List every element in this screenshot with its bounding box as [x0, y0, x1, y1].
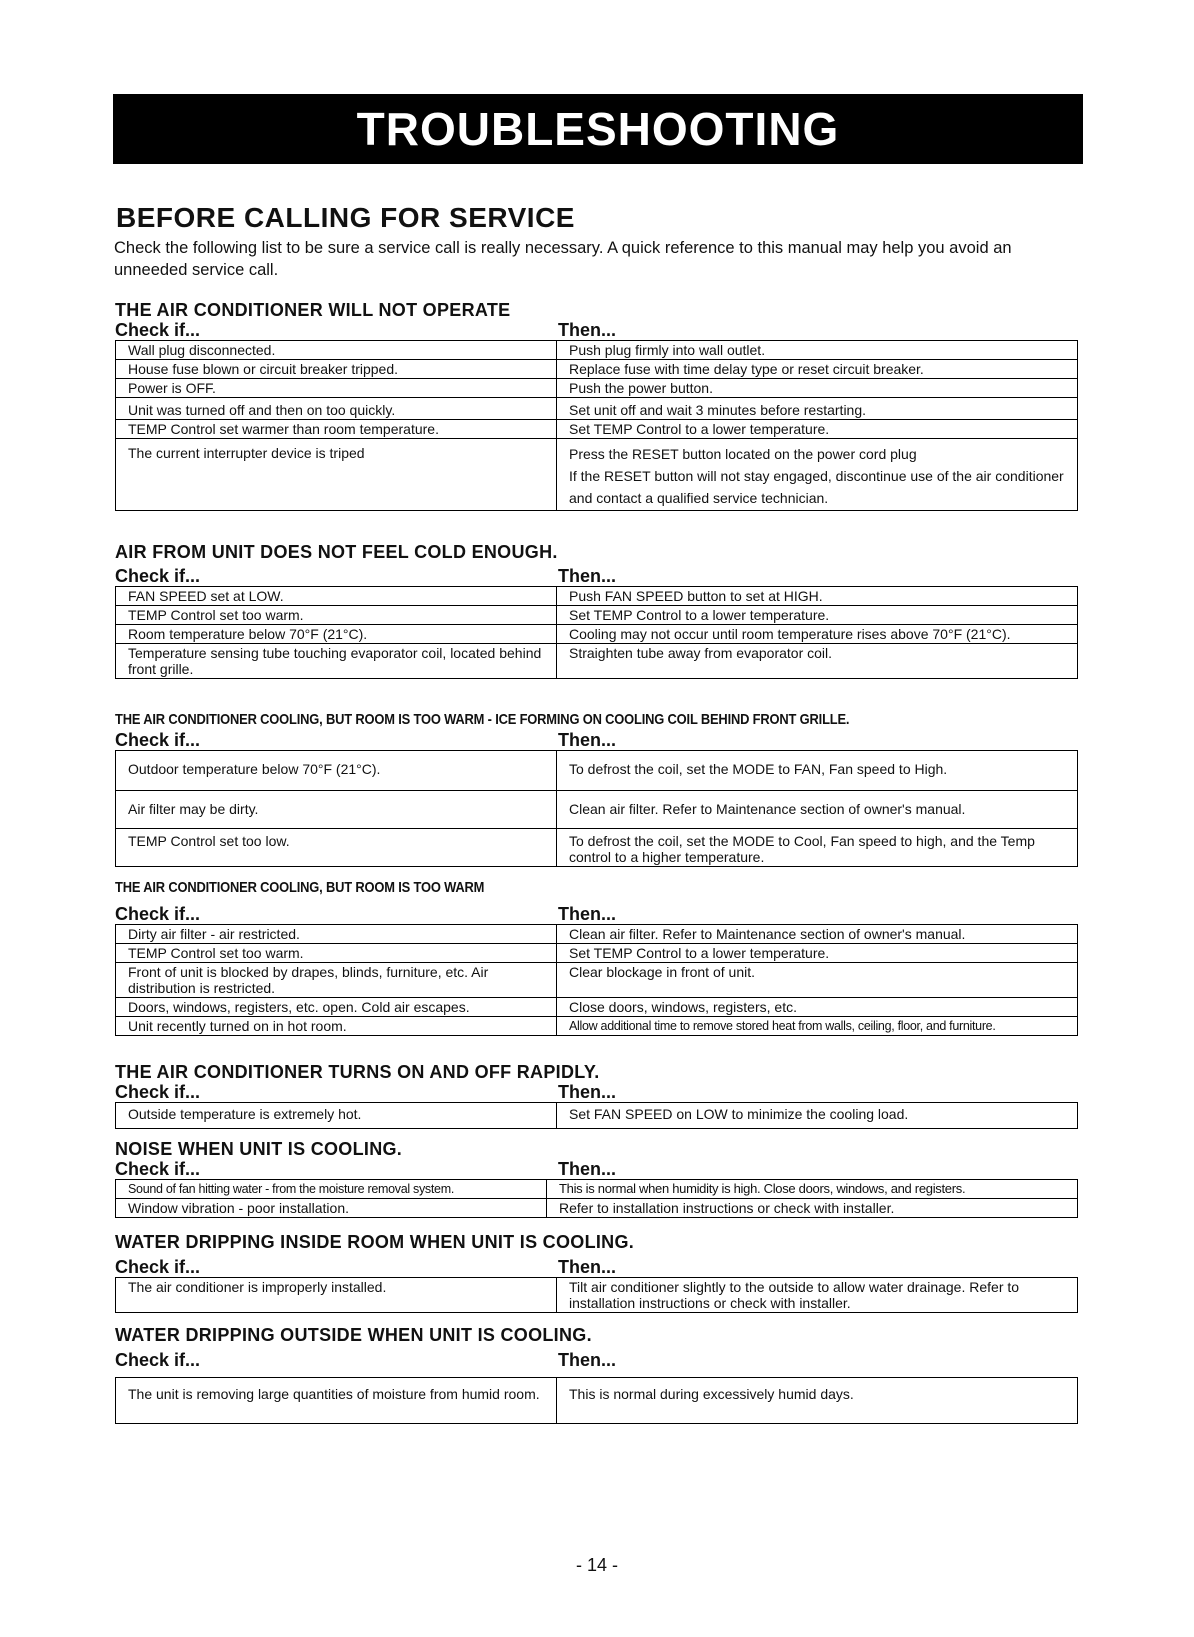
- column-headers: [115, 730, 1095, 750]
- check-cell: TEMP Control set too warm.: [116, 606, 557, 625]
- check-header: Check if...: [115, 1082, 201, 1102]
- then-cell: Clean air filter. Refer to Maintenance section of owner's manual.: [557, 791, 1078, 829]
- check-cell: Doors, windows, registers, etc. open. Cold air escapes.: [116, 998, 557, 1017]
- column-headers: [115, 1350, 1095, 1370]
- then-header: Then...: [558, 566, 616, 586]
- check-cell: Temperature sensing tube touching evaporator coil, located behind front grille.: [116, 644, 557, 679]
- then-cell: Push the power button.: [557, 379, 1078, 398]
- check-header: Check if...: [115, 1257, 201, 1277]
- section-title: NOISE WHEN UNIT IS COOLING.: [115, 1139, 403, 1159]
- section-title: THE AIR CONDITIONER TURNS ON AND OFF RAPIDLY.: [115, 1062, 600, 1082]
- table-row: [116, 1378, 1078, 1424]
- table-row: [116, 751, 1078, 791]
- table-row: [116, 420, 1078, 439]
- then-cell: Cooling may not occur until room temperature rises above 70°F (21°C).: [557, 625, 1078, 644]
- section-title: THE AIR CONDITIONER COOLING, BUT ROOM IS TOO WARM - ICE FORMING ON COOLING COIL BEHIND FRONT GRILLE.: [115, 711, 850, 728]
- page-banner: TROUBLESHOOTING: [113, 94, 1083, 164]
- then-header: Then...: [558, 1257, 616, 1277]
- then-header: Then...: [558, 1350, 616, 1370]
- table-row: [116, 360, 1078, 379]
- section-will-not-operate: [115, 300, 1095, 511]
- check-cell: TEMP Control set warmer than room temperature.: [116, 420, 557, 439]
- table-row: [116, 439, 1078, 511]
- then-cell: Replace fuse with time delay type or reset circuit breaker.: [557, 360, 1078, 379]
- section-title: WATER DRIPPING INSIDE ROOM WHEN UNIT IS COOLING.: [115, 1232, 635, 1252]
- table-row: [116, 1278, 1078, 1313]
- then-cell: To defrost the coil, set the MODE to FAN, Fan speed to High.: [557, 751, 1078, 791]
- section-ice-forming: [115, 710, 1095, 867]
- section-not-cold-enough: [115, 542, 1095, 679]
- intro-paragraph: Check the following list to be sure a service call is really necessary. A quick reference to this manual may help you avoid an unneeded service call.: [114, 239, 1012, 279]
- troubleshooting-table: [115, 1377, 1078, 1424]
- troubleshooting-table: [115, 1277, 1078, 1313]
- check-cell: Unit recently turned on in hot room.: [116, 1017, 557, 1036]
- troubleshooting-table: [115, 340, 1078, 511]
- then-header: Then...: [558, 320, 616, 340]
- column-headers: [115, 320, 1095, 340]
- then-cell: Set FAN SPEED on LOW to minimize the cooling load.: [557, 1103, 1078, 1129]
- table-row: [116, 398, 1078, 420]
- troubleshooting-table: [115, 750, 1078, 867]
- then-cell: Close doors, windows, registers, etc.: [557, 998, 1078, 1017]
- then-header: Then...: [558, 1159, 616, 1179]
- column-headers: [115, 566, 1095, 586]
- then-cell: Set TEMP Control to a lower temperature.: [557, 606, 1078, 625]
- table-row: [116, 963, 1078, 998]
- table-row: [116, 829, 1078, 867]
- then-header: Then...: [558, 904, 616, 924]
- then-cell: To defrost the coil, set the MODE to Cool, Fan speed to high, and the Temp control to a higher temperature.: [557, 829, 1078, 867]
- section-title: THE AIR CONDITIONER COOLING, BUT ROOM IS TOO WARM: [115, 879, 485, 896]
- then-header: Then...: [558, 730, 616, 750]
- check-header: Check if...: [115, 320, 201, 340]
- table-row: [116, 1199, 1078, 1218]
- check-cell: The current interrupter device is triped: [116, 439, 557, 511]
- column-headers: [115, 904, 1095, 924]
- page-title: BEFORE CALLING FOR SERVICE: [116, 202, 575, 233]
- check-cell: Unit was turned off and then on too quickly.: [116, 398, 557, 420]
- section-noise: [115, 1139, 1095, 1218]
- check-cell: Air filter may be dirty.: [116, 791, 557, 829]
- check-header: Check if...: [115, 1159, 201, 1179]
- then-cell: Clear blockage in front of unit.: [557, 963, 1078, 998]
- then-cell: Allow additional time to remove stored heat from walls, ceiling, floor, and furniture.: [557, 1017, 1078, 1036]
- check-cell: FAN SPEED set at LOW.: [116, 587, 557, 606]
- check-cell: TEMP Control set too low.: [116, 829, 557, 867]
- then-cell: Refer to installation instructions or check with installer.: [547, 1199, 1078, 1218]
- check-cell: Power is OFF.: [116, 379, 557, 398]
- table-row: [116, 1017, 1078, 1036]
- check-cell: Front of unit is blocked by drapes, blinds, furniture, etc. Air distribution is restricted.: [116, 963, 557, 998]
- check-header: Check if...: [115, 566, 201, 586]
- then-cell: Set unit off and wait 3 minutes before restarting.: [557, 398, 1078, 420]
- check-cell: Outdoor temperature below 70°F (21°C).: [116, 751, 557, 791]
- then-header: Then...: [558, 1082, 616, 1102]
- check-cell: The air conditioner is improperly installed.: [116, 1278, 557, 1313]
- table-row: [116, 998, 1078, 1017]
- then-cell: Tilt air conditioner slightly to the outside to allow water drainage. Refer to installation instructions or check with installer.: [557, 1278, 1078, 1313]
- check-cell: Outside temperature is extremely hot.: [116, 1103, 557, 1129]
- then-cell: Push FAN SPEED button to set at HIGH.: [557, 587, 1078, 606]
- check-header: Check if...: [115, 904, 201, 924]
- troubleshooting-table: [115, 924, 1078, 1036]
- then-cell: Set TEMP Control to a lower temperature.: [557, 420, 1078, 439]
- column-headers: [115, 1159, 1095, 1179]
- table-row: [116, 925, 1078, 944]
- troubleshooting-table: [115, 1102, 1078, 1129]
- table-row: [116, 1103, 1078, 1129]
- then-cell: This is normal when humidity is high. Close doors, windows, and registers.: [547, 1180, 1078, 1199]
- section-dripping-inside: [115, 1232, 1095, 1313]
- then-cell: Press the RESET button located on the power cord plug If the RESET button will not stay engaged, discontinue use of the air conditioner and contact a qualified service technician.: [557, 439, 1078, 511]
- then-cell: Clean air filter. Refer to Maintenance section of owner's manual.: [557, 925, 1078, 944]
- section-title: THE AIR CONDITIONER WILL NOT OPERATE: [115, 300, 511, 320]
- check-cell: TEMP Control set too warm.: [116, 944, 557, 963]
- check-cell: Sound of fan hitting water - from the moisture removal system.: [116, 1180, 547, 1199]
- column-headers: [115, 1257, 1095, 1277]
- check-cell: The unit is removing large quantities of moisture from humid room.: [116, 1378, 557, 1424]
- table-row: [116, 587, 1078, 606]
- table-row: [116, 791, 1078, 829]
- page-number: - 14 -: [575, 1555, 618, 1575]
- section-room-too-warm: [115, 878, 1095, 1036]
- troubleshooting-table: [115, 1179, 1078, 1218]
- check-cell: Room temperature below 70°F (21°C).: [116, 625, 557, 644]
- check-cell: House fuse blown or circuit breaker tripped.: [116, 360, 557, 379]
- table-row: [116, 644, 1078, 679]
- section-on-off-rapidly: [115, 1062, 1095, 1129]
- then-cell: Straighten tube away from evaporator coil.: [557, 644, 1078, 679]
- check-cell: Window vibration - poor installation.: [116, 1199, 547, 1218]
- check-cell: Dirty air filter - air restricted.: [116, 925, 557, 944]
- section-dripping-outside: [115, 1325, 1095, 1424]
- then-cell: Set TEMP Control to a lower temperature.: [557, 944, 1078, 963]
- column-headers: [115, 1082, 1095, 1102]
- table-row: [116, 944, 1078, 963]
- check-cell: Wall plug disconnected.: [116, 341, 557, 360]
- then-cell: Push plug firmly into wall outlet.: [557, 341, 1078, 360]
- troubleshooting-table: [115, 586, 1078, 679]
- then-cell: This is normal during excessively humid days.: [557, 1378, 1078, 1424]
- check-header: Check if...: [115, 730, 201, 750]
- table-row: [116, 341, 1078, 360]
- table-row: [116, 606, 1078, 625]
- table-row: [116, 1180, 1078, 1199]
- section-title: AIR FROM UNIT DOES NOT FEEL COLD ENOUGH.: [115, 542, 558, 562]
- table-row: [116, 379, 1078, 398]
- table-row: [116, 625, 1078, 644]
- check-header: Check if...: [115, 1350, 201, 1370]
- section-title: WATER DRIPPING OUTSIDE WHEN UNIT IS COOLING.: [115, 1325, 592, 1345]
